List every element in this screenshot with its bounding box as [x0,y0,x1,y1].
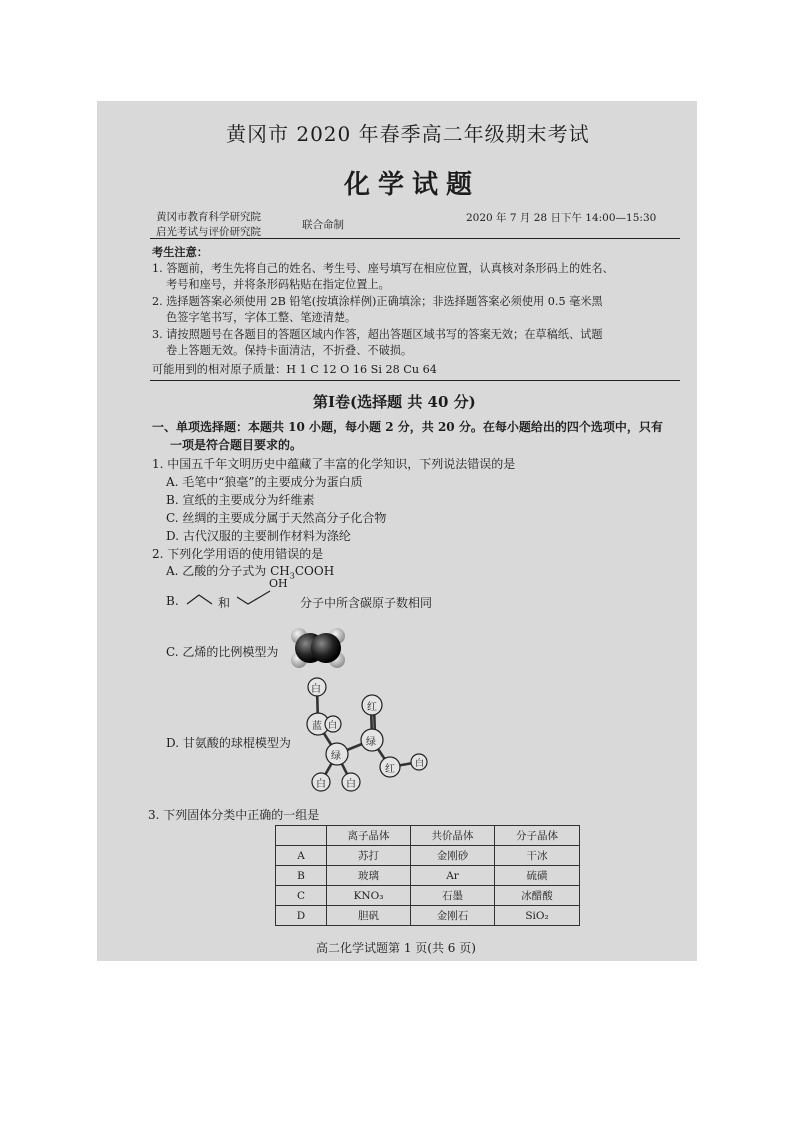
table-cell: KNO₃ [327,886,411,906]
section-instruction: 一项是符合题目要求的。 [170,438,303,452]
atom-label-blue: 蓝 [312,721,322,732]
table-header: 共价晶体 [411,826,495,846]
table-row [276,846,580,866]
org-line-2: 启光考试与评价研究院 [156,226,261,238]
atomic-mass-line: 可能用到的相对原子质量：H 1 C 12 O 16 Si 28 Cu 64 [152,363,437,376]
table-header: 离子晶体 [327,826,411,846]
table-cell: C [276,886,327,906]
notice-line: 卷上答题无效。保持卡面清洁，不折叠、不破损。 [166,344,413,357]
table-cell: 干冰 [495,846,580,866]
table-header-row [276,826,580,846]
q1-option-a: A. 毛笔中“狼毫”的主要成分为蛋白质 [166,475,363,489]
q1-option-c: C. 丝绸的主要成分属于天然高分子化合物 [166,511,387,525]
q2-a-subscript: 3 [289,571,295,581]
q2-option-b-label: B. [166,594,179,608]
ethylene-space-filling-model [286,626,350,670]
table-header: 分子晶体 [495,826,580,846]
table-cell: 冰醋酸 [495,886,580,906]
page-footer: 高二化学试题第 1 页(共 6 页) [316,941,476,955]
section-title: 第Ⅰ卷(选择题 共 40 分) [313,393,476,411]
q1-option-b: B. 宣纸的主要成分为纤维素 [166,493,315,507]
subject-title: 化学试题 [344,170,481,200]
q2-option-a [166,562,334,580]
q3-stem: 3. 下列固体分类中正确的一组是 [148,808,320,822]
notice-line: 1. 答题前，考生先将自己的姓名、考生号、座号填写在相应位置，认真核对条形码上的姓名、 [152,262,614,275]
table-cell: 金刚砂 [411,846,495,866]
header-rule [150,238,680,239]
atom-label-white: 白 [415,759,425,769]
table-header [276,826,327,846]
table-row [276,906,580,926]
atom-label-green: 绿 [366,737,376,748]
exam-datetime: 2020 年 7 月 28 日下午 14:00—15:30 [466,212,657,224]
notice-line: 3. 请按照题号在各题目的答题区域内作答，超出答题区域书写的答案无效；在草稿纸、试题 [152,328,603,341]
atom-label-white: 白 [346,779,356,790]
q2-stem: 2. 下列化学用语的使用错误的是 [152,547,324,561]
table-cell: 金刚石 [411,906,495,926]
exam-title: 黄冈市 2020 年春季高二年级期末考试 [226,122,590,146]
atom-label-red: 红 [367,702,377,713]
hydroxyl-label: OH [269,577,288,590]
table-row [276,886,580,906]
notice-rule [150,380,680,381]
org-line-1: 黄冈市教育科学研究院 [156,211,261,223]
atom-label-white: 白 [316,779,326,790]
crystal-classification-table [275,825,580,926]
atom-label-red: 红 [385,764,395,775]
q2-option-c: C. 乙烯的比例模型为 [166,645,279,659]
notice-line: 2. 选择题答案必须使用 2B 铅笔(按填涂样例)正确填涂；非选择题答案必须使用 0.5 毫米黑 [152,295,603,308]
joint-label: 联合命制 [302,219,344,231]
notice-line: 色签字笔书写，字体工整、笔迹清楚。 [166,311,357,324]
table-cell: 苏打 [327,846,411,866]
section-instruction: 一、单项选择题：本题共 10 小题，每小题 2 分，共 20 分。在每小题给出的四个选项中，只有 [152,420,663,434]
table-cell: SiO₂ [495,906,580,926]
q2-a-text: A. 乙酸的分子式为 CH [166,564,290,578]
table-cell: 玻璃 [327,866,411,886]
table-cell: Ar [411,866,495,886]
q2-option-d: D. 甘氨酸的球棍模型为 [166,736,291,750]
q2-option-b-text: 分子中所含碳原子数相同 [300,596,433,610]
notice-line: 考号和座号，并将条形码粘贴在指定位置上。 [166,278,390,291]
q2-a-text-post: COOH [294,564,335,578]
table-cell: B [276,866,327,886]
atom-label-white: 白 [328,721,338,731]
atom-label-green: 绿 [331,751,341,762]
q2-and-text: 和 [218,596,231,610]
q1-stem: 1. 中国五千年文明历史中蕴藏了丰富的化学知识，下列说法错误的是 [152,457,516,471]
table-cell: A [276,846,327,866]
q1-option-d: D. 古代汉服的主要制作材料为涤纶 [166,529,351,543]
notice-heading: 考生注意： [152,245,208,259]
table-cell: 石墨 [411,886,495,906]
propanol-skeletal-structure [236,587,272,607]
table-row [276,866,580,886]
table-cell: D [276,906,327,926]
table-cell: 硫磺 [495,866,580,886]
propane-skeletal-structure [186,592,214,606]
table-cell: 胆矾 [327,906,411,926]
atom-label-white: 白 [311,684,321,695]
